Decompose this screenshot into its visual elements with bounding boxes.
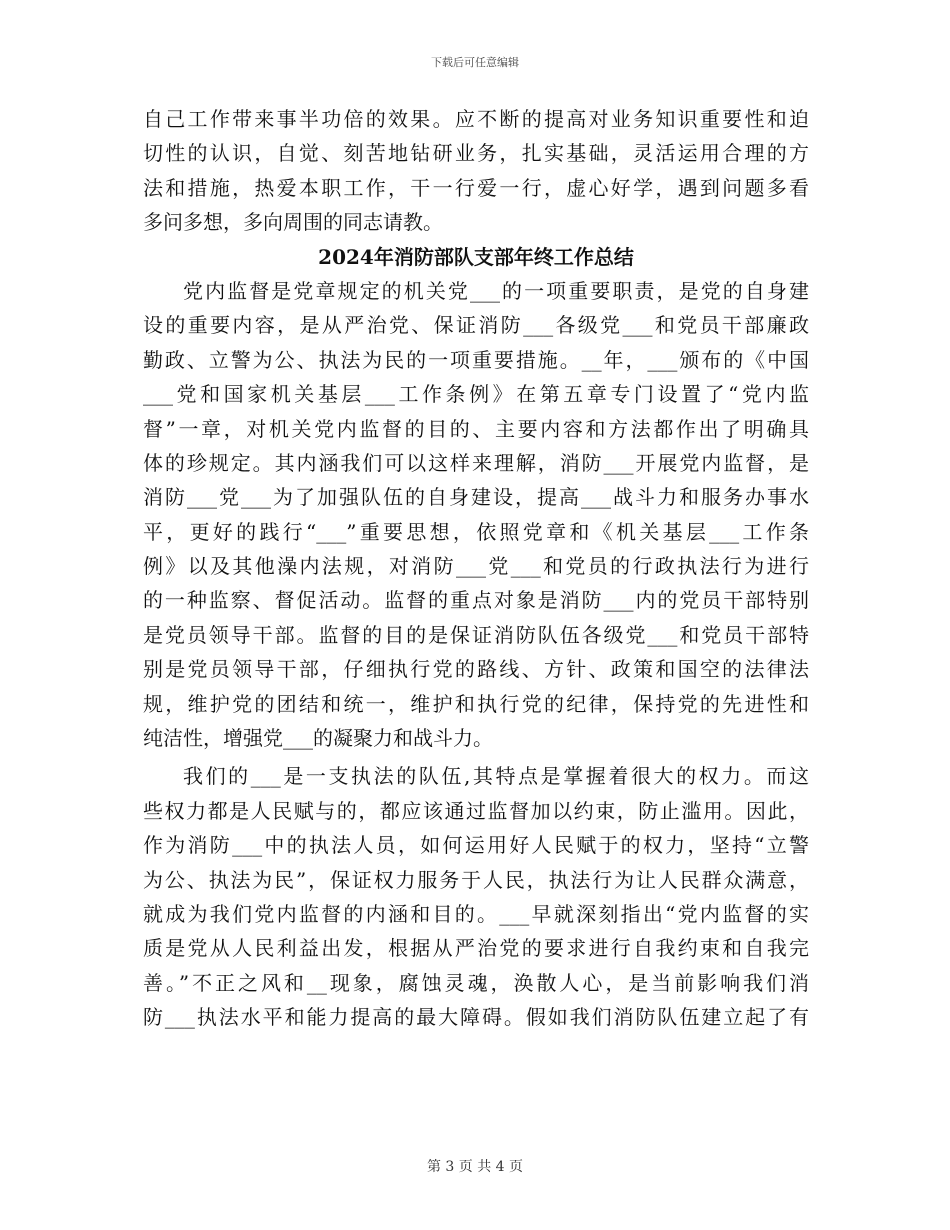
- text-line: 消防___党___为了加强队伍的自身建设，提高___战斗力和服务办事水: [143, 485, 809, 510]
- text-line: 为公、执法为民”，保证权力服务于人民，执法行为让人民群众满意，: [143, 867, 809, 892]
- text-line: 别是党员领导干部，仔细执行党的路线、方针、政策和国空的法律法: [143, 657, 809, 682]
- text-line: 就成为我们党内监督的内涵和目的。___早就深刻指出“党内监督的实: [143, 901, 809, 926]
- section-title: 2024年消防部队支部年终工作总结: [318, 244, 634, 269]
- page-header: 下载后可任意编辑: [431, 56, 519, 69]
- text-line: 例》以及其他澡内法规，对消防___党___和党员的行政执法行为进行: [143, 554, 809, 579]
- text-line: 善。”不正之风和__现象，腐蚀灵魂，涣散人心，是当前影响我们消: [143, 970, 809, 995]
- text-line: 纯洁性，增强党___的凝聚力和战斗力。: [143, 726, 493, 751]
- text-line: 规，维护党的团结和统一，维护和执行党的纪律，保持党的先进性和: [143, 691, 809, 716]
- text-line: 体的珍规定。其内涵我们可以这样来理解，消防___开展党内监督，是: [143, 450, 809, 475]
- page-footer: 第 3 页 共 4 页: [426, 1159, 524, 1175]
- text-line: 是党员领导干部。监督的目的是保证消防队伍各级党___和党员干部特: [143, 622, 809, 647]
- text-line: 勤政、立警为公、执法为民的一项重要措施。__年，___颁布的《中国: [143, 347, 809, 372]
- text-line: 党内监督是党章规定的机关党___的一项重要职责，是党的自身建: [183, 278, 809, 303]
- text-line: 设的重要内容，是从严治党、保证消防___各级党___和党员干部廉政: [143, 313, 809, 338]
- text-line: 作为消防___中的执法人员，如何运用好人民赋于的权力，坚持“立警: [143, 833, 809, 858]
- paragraph-1: [143, 102, 809, 240]
- text-line: 的一种监察、督促活动。监督的重点对象是消防___内的党员干部特别: [143, 588, 809, 613]
- text-line: 我们的___是一支执法的队伍,其特点是掌握着很大的权力。而这: [183, 764, 809, 789]
- text-line: 自己工作带来事半功倍的效果。应不断的提高对业务知识重要性和迫: [143, 107, 809, 131]
- text-line: ___党和国家机关基层___工作条例》在第五章专门设置了“党内监: [143, 382, 809, 407]
- text-line: 些权力都是人民赋与的，都应该通过监督加以约束，防止滥用。因此，: [143, 798, 809, 823]
- text-line: 多问多想，多向周围的同志请教。: [143, 210, 443, 235]
- text-line: 质是党从人民利益出发，根据从严治党的要求进行自我约束和自我完: [143, 936, 809, 961]
- text-line: 平，更好的践行“___”重要思想，依照党章和《机关基层___工作条: [143, 519, 809, 544]
- paragraph-2: [143, 274, 809, 755]
- document-body: [143, 102, 809, 1035]
- paragraph-3: [143, 759, 809, 1034]
- text-line: 督”一章，对机关党内监督的目的、主要内容和方法都作出了明确具: [143, 416, 809, 441]
- text-line: 法和措施，热爱本职工作，干一行爱一行，虚心好学，遇到问题多看: [143, 175, 809, 200]
- text-line: 防___执法水平和能力提高的最大障碍。假如我们消防队伍建立起了有: [143, 1005, 809, 1030]
- text-line: 切性的认识，自觉、刻苦地钻研业务，扎实基础，灵活运用合理的方: [143, 141, 809, 166]
